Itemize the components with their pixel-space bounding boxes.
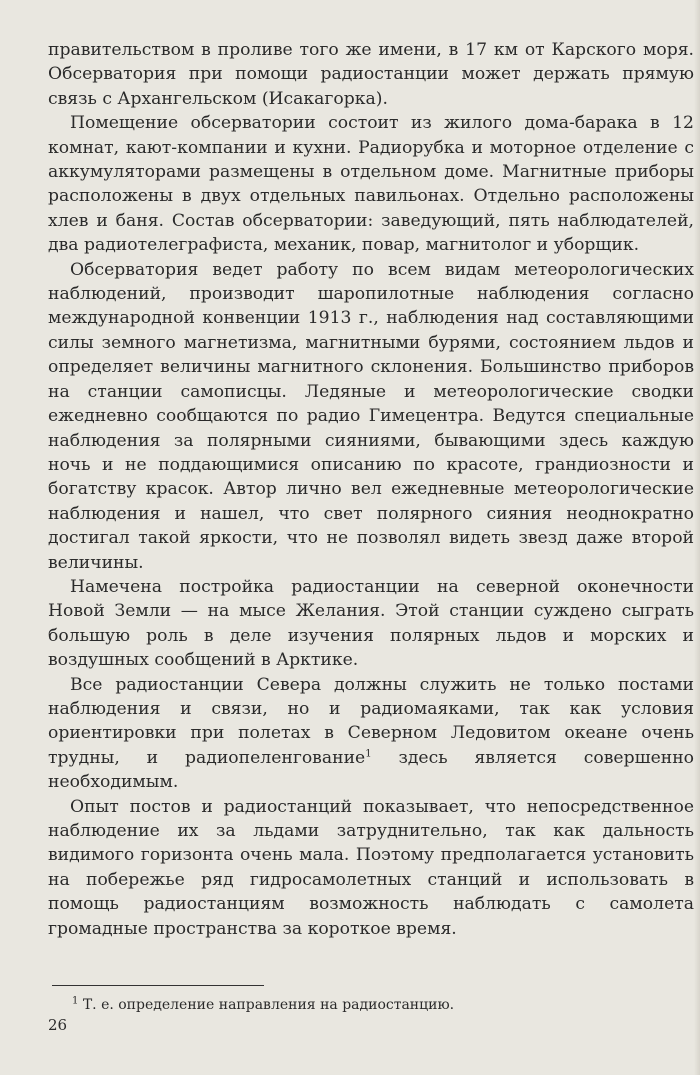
footnote	[72, 996, 454, 1014]
paragraph-5-tail: здесь является совершенно необходимым.	[48, 747, 694, 793]
footnote-marker: 1	[365, 748, 372, 760]
page-edge	[694, 0, 700, 1075]
paragraph-6: Опыт постов и радиостанций показывает, что непосредственное наблюдение их за льдами затруднительно, так как дальность видимого горизонта очень мала. Поэтому предполагается установить на побережье ряд гидросамолетных станций и использовать в помощь радиостанциям возможность наблюдать с самолета громадные пространства за короткое время.	[48, 796, 694, 939]
paragraph-3: Обсерватория ведет работу по всем видам метеорологических наблюдений, производит шаропилотные наблюдения согласно международной конвенции 1913 г., наблюдения над составляющими силы земного магнетизма, магнитными бурями, состоянием льдов и определяет величины магнитного склонения. Большинство приборов на станции самописцы. Ледяные и метеорологические сводки ежедневно сообщаются по радио Гимецентра. Ведутся специальные наблюдения за полярными сияниями, бывающими здесь каждую ночь и не поддающимися описанию по красоте, грандиозности и богатству красок. Автор лично вел ежедневные метеорологические наблюдения и нашел, что свет полярного сияния неоднократно достигал такой яркости, что не позволял видеть звезд даже второй величины.	[48, 259, 694, 573]
paragraph-2: Помещение обсерватории состоит из жилого дома-барака в 12 комнат, кают-компании и кухни. Радиорубка и моторное отделение с аккумуляторами размещены в отдельном доме. Магнитные приборы расположены в двух отдельных павильонах. Отдельно расположены хлев и баня. Состав обсерватории: заведующий, пять наблюдателей, два радиотелеграфиста, механик, повар, магнитолог и уборщик.	[48, 113, 694, 256]
paragraph-4: Намечена постройка радиостанции на северной оконечности Новой Земли — на мысе Желания. Этой станции суждено сыграть большую роль в деле изучения полярных льдов и морских и воздушных сообщений в Арктике.	[48, 576, 694, 671]
footnote-text: Т. е. определение направления на радиостанцию.	[82, 997, 455, 1013]
paragraph-1: правительством в проливе того же имени, в 17 км от Карского моря. Обсерватория при помощи радиостанции может держать прямую связь с Архангельском (Исакагорка).	[48, 40, 694, 109]
footnote-rule	[52, 985, 264, 986]
paragraph-5-text: Все радиостанции Севера должны служить не только постами наблюдения и связи, но и радиомаяками, так как условия ориентировки при полетах в Северном Ледовитом океане очень трудны, и радиопеленгование	[48, 674, 694, 768]
main-text	[48, 38, 694, 941]
page-number: 26	[48, 1016, 68, 1034]
footnote-number: 1	[72, 995, 79, 1007]
paragraph-5	[48, 673, 694, 795]
